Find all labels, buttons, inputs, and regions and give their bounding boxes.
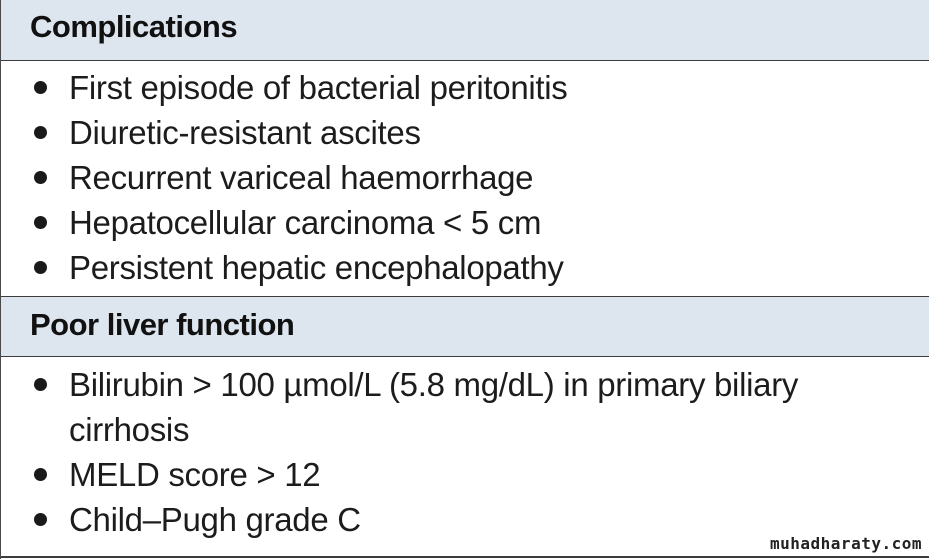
bullet-icon bbox=[34, 216, 47, 229]
list-item-text: Recurrent variceal haemorrhage bbox=[69, 159, 534, 196]
section-header-complications bbox=[1, 0, 929, 61]
list-item bbox=[1, 155, 929, 200]
list-item bbox=[1, 362, 929, 452]
poor-liver-function-list bbox=[1, 362, 929, 542]
list-item-text: MELD score > 12 bbox=[69, 456, 321, 493]
list-item bbox=[1, 452, 929, 497]
list-item bbox=[1, 65, 929, 110]
list-item-text: First episode of bacterial peritonitis bbox=[69, 69, 568, 106]
list-item-text: Persistent hepatic encephalopathy bbox=[69, 249, 564, 286]
list-item-text: Child–Pugh grade C bbox=[69, 501, 361, 538]
list-item-text: Bilirubin > 100 µmol/L (5.8 mg/dL) in primary biliary cirrhosis bbox=[69, 366, 799, 448]
section-title: Poor liver function bbox=[30, 307, 295, 342]
bullet-icon bbox=[34, 126, 47, 139]
bullet-icon bbox=[34, 468, 47, 481]
section-header-poor-liver-function bbox=[1, 296, 929, 357]
complications-list bbox=[1, 65, 929, 290]
list-item-text: Hepatocellular carcinoma < 5 cm bbox=[69, 204, 542, 241]
bullet-icon bbox=[34, 81, 47, 94]
bullet-icon bbox=[34, 378, 47, 391]
section-title: Complications bbox=[30, 9, 238, 44]
list-item-text: Diuretic-resistant ascites bbox=[69, 114, 421, 151]
bottom-rule bbox=[1, 556, 929, 558]
bullet-icon bbox=[34, 513, 47, 526]
bullet-icon bbox=[34, 171, 47, 184]
list-item bbox=[1, 110, 929, 155]
list-item bbox=[1, 200, 929, 245]
watermark: muhadharaty.com bbox=[770, 534, 922, 553]
bullet-icon bbox=[34, 261, 47, 274]
list-item bbox=[1, 245, 929, 290]
